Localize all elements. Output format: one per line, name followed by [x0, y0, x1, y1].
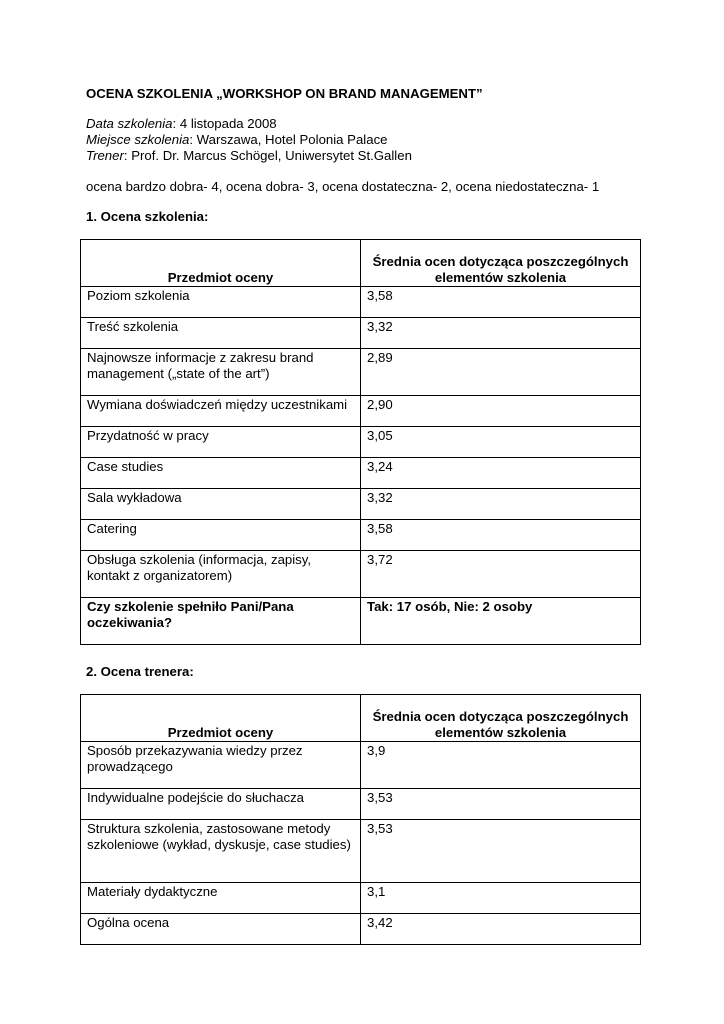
row-item: Case studies: [81, 458, 361, 489]
table-row: [81, 458, 641, 489]
table-header-row: [81, 240, 641, 287]
row-value: 2,89: [361, 349, 641, 396]
row-value: 2,90: [361, 396, 641, 427]
table-row: [81, 820, 641, 883]
row-item: Poziom szkolenia: [81, 287, 361, 318]
row-item: Materiały dydaktyczne: [81, 883, 361, 914]
meta-date: [86, 116, 412, 132]
trainer-evaluation-table: [80, 694, 641, 945]
row-value: 3,58: [361, 287, 641, 318]
row-value: 3,9: [361, 742, 641, 789]
document-title: OCENA SZKOLENIA „WORKSHOP ON BRAND MANAGEMENT”: [86, 86, 483, 101]
training-evaluation-table: [80, 239, 641, 645]
row-value: 3,24: [361, 458, 641, 489]
column-header-item: Przedmiot oceny: [81, 240, 361, 287]
place-label: Miejsce szkolenia: [86, 132, 190, 147]
row-value: 3,32: [361, 489, 641, 520]
meta-place: [86, 132, 412, 148]
table-row: [81, 789, 641, 820]
trainer-label: Trener: [86, 148, 124, 163]
table-row: [81, 489, 641, 520]
table-row: [81, 551, 641, 598]
column-header-item: Przedmiot oceny: [81, 695, 361, 742]
table-row: [81, 427, 641, 458]
row-value: 3,53: [361, 789, 641, 820]
meta-trainer: [86, 148, 412, 164]
row-item: Indywidualne podejście do słuchacza: [81, 789, 361, 820]
row-item: Catering: [81, 520, 361, 551]
row-value: Tak: 17 osób, Nie: 2 osoby: [361, 598, 641, 645]
row-value: 3,1: [361, 883, 641, 914]
row-item: Treść szkolenia: [81, 318, 361, 349]
training-meta: [86, 116, 412, 164]
section-heading-trainer: 2. Ocena trenera:: [86, 664, 194, 679]
table-row: [81, 520, 641, 551]
row-value: 3,72: [361, 551, 641, 598]
row-item: Struktura szkolenia, zastosowane metody szkoleniowe (wykład, dyskusje, case studies): [81, 820, 361, 883]
table-row: [81, 914, 641, 945]
row-value: 3,32: [361, 318, 641, 349]
row-value: 3,58: [361, 520, 641, 551]
row-value: 3,53: [361, 820, 641, 883]
row-item: Sposób przekazywania wiedzy przez prowadzącego: [81, 742, 361, 789]
row-value: 3,42: [361, 914, 641, 945]
rating-scale-note: ocena bardzo dobra- 4, ocena dobra- 3, ocena dostateczna- 2, ocena niedostateczna- 1: [86, 179, 600, 194]
table-row: [81, 349, 641, 396]
column-header-average: Średnia ocen dotycząca poszczególnych elementów szkolenia: [361, 240, 641, 287]
row-item: Czy szkolenie spełniło Pani/Pana oczekiwania?: [81, 598, 361, 645]
trainer-value: : Prof. Dr. Marcus Schögel, Uniwersytet St.Gallen: [123, 148, 412, 163]
column-header-average: Średnia ocen dotycząca poszczególnych elementów szkolenia: [361, 695, 641, 742]
row-item: Wymiana doświadczeń między uczestnikami: [81, 396, 361, 427]
row-item: Obsługa szkolenia (informacja, zapisy, kontakt z organizatorem): [81, 551, 361, 598]
date-value: : 4 listopada 2008: [172, 116, 277, 131]
table-row: [81, 742, 641, 789]
table-row: [81, 318, 641, 349]
row-item: Ogólna ocena: [81, 914, 361, 945]
section-heading-training: 1. Ocena szkolenia:: [86, 209, 209, 224]
date-label: Data szkolenia: [86, 116, 173, 131]
row-value: 3,05: [361, 427, 641, 458]
table-row: [81, 883, 641, 914]
row-item: Najnowsze informacje z zakresu brand management („state of the art”): [81, 349, 361, 396]
table-row: [81, 287, 641, 318]
place-value: : Warszawa, Hotel Polonia Palace: [189, 132, 388, 147]
row-item: Sala wykładowa: [81, 489, 361, 520]
table-row: [81, 598, 641, 645]
row-item: Przydatność w pracy: [81, 427, 361, 458]
table-row: [81, 396, 641, 427]
table-header-row: [81, 695, 641, 742]
